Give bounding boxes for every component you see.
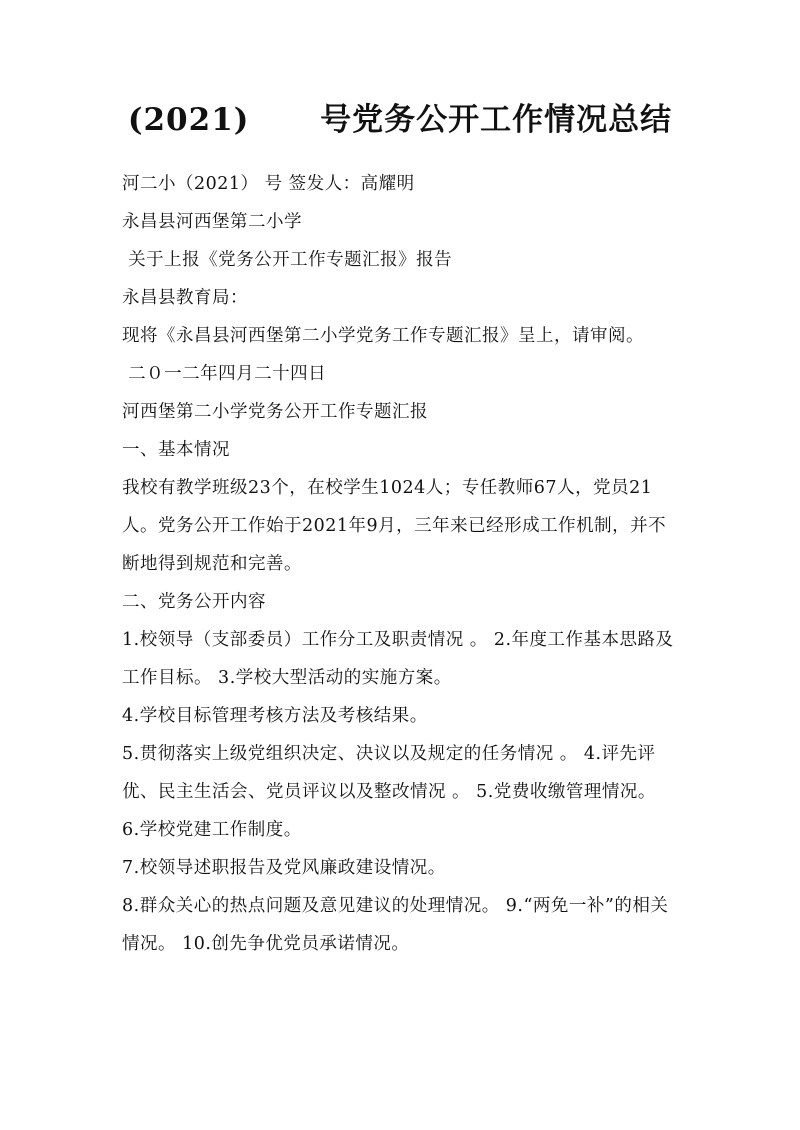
list-item: 5.贯彻落实上级党组织决定、决议以及规定的任务情况 。 4.评先评优、民主生活会、党员评议以及整改情况 。 5.党费收缴管理情况。 bbox=[122, 744, 656, 802]
paragraph-report-subject: 关于上报《党务公开工作专题汇报》报告 bbox=[122, 250, 453, 270]
paragraph-basic-info: 我校有教学班级23个，在校学生1024人；专任教师67人，党员21人。党务公开工作始于2021年9月，三年来已经形成工作机制，并不断地得到规范和完善。 bbox=[122, 478, 667, 574]
paragraph-recipient: 永昌县教育局： bbox=[122, 288, 248, 308]
paragraph-school: 永昌县河西堡第二小学 bbox=[122, 212, 302, 232]
paragraph-report-title: 河西堡第二小学党务公开工作专题汇报 bbox=[122, 402, 428, 422]
list-item: 8.群众关心的热点问题及意见建议的处理情况。 9.“两免一补”的相关情况。 10.创先争优党员承诺情况。 bbox=[122, 896, 669, 954]
list-item: 7.校领导述职报告及党风廉政建设情况。 bbox=[122, 858, 446, 878]
section-heading-content: 二、党务公开内容 bbox=[122, 592, 266, 612]
section-heading-basic: 一、基本情况 bbox=[122, 440, 230, 460]
paragraph-submission: 现将《永昌县河西堡第二小学党务工作专题汇报》呈上，请审阅。 bbox=[122, 326, 644, 346]
list-item: 6.学校党建工作制度。 bbox=[122, 820, 302, 840]
list-item: 1.校领导（支部委员）工作分工及职责情况 。 2.年度工作基本思路及工作目标。 3.学校大型活动的实施方案。 bbox=[122, 630, 674, 688]
list-item: 4.学校目标管理考核方法及考核结果。 bbox=[122, 706, 428, 726]
paragraph-issuer: 河二小（2021） 号 签发人：高耀明 bbox=[122, 174, 415, 194]
paragraph-date: 二０一二年四月二十四日 bbox=[122, 364, 327, 384]
document-title: (2021) 号党务公开工作情况总结 bbox=[127, 102, 673, 138]
document-body bbox=[122, 165, 682, 963]
